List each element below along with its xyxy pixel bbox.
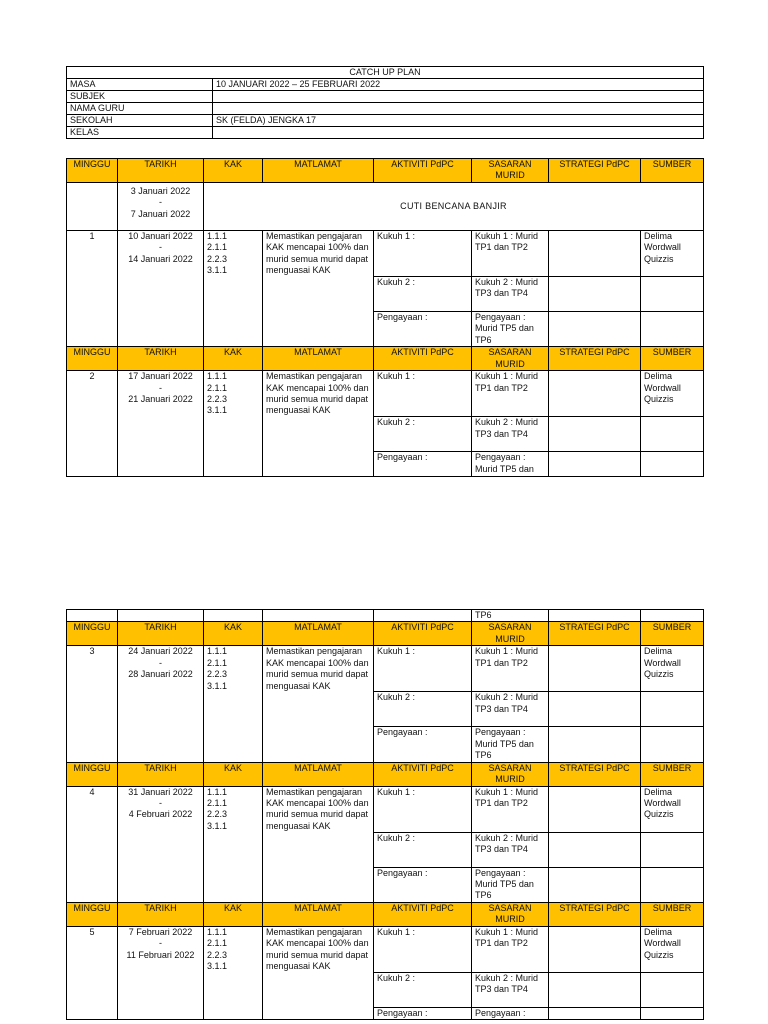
header-aktiviti: AKTIVITI PdPC [374, 159, 472, 183]
info-label: SUBJEK [67, 91, 213, 103]
header-row: MINGGU TARIKH KAK MATLAMAT AKTIVITI PdPC SASARAN MURID STRATEGI PdPC SUMBER [67, 347, 704, 371]
week-date: 7 Februari 2022 - 11 Februari 2022 [118, 926, 204, 1019]
aktiviti-kukuh1: Kukuh 1 : [374, 231, 472, 277]
header-matlamat: MATLAMAT [263, 159, 374, 183]
info-value [213, 91, 704, 103]
header-row [67, 159, 704, 183]
week-date: 31 Januari 2022 - 4 Februari 2022 [118, 786, 204, 902]
week-number: 3 [67, 646, 118, 762]
kak-list: 1.1.1 2.1.1 2.2.3 3.1.1 [204, 926, 263, 1019]
aktiviti-kukuh1: Kukuh 1 : [374, 371, 472, 417]
table-row: Kukuh 2 : Kukuh 2 : Murid TP3 dan TP4 [67, 417, 704, 452]
table-row-week-3: 3 24 Januari 2022 - 28 Januari 2022 1.1.1 2.1.1 2.2.3 3.1.1 Memastikan pengajaran KAK mencapai 100% dan murid semua murid dapat menguasai KAK Kukuh 1 : Kukuh 1 : Murid TP1 dan TP2 Delima Wordwall Quizzis [67, 646, 704, 692]
matlamat-text: Memastikan pengajaran KAK mencapai 100% dan murid semua murid dapat menguasai KAK [263, 371, 374, 477]
info-label: KELAS [67, 127, 213, 139]
info-value: SK (FELDA) JENGKA 17 [213, 115, 704, 127]
info-label: NAMA GURU [67, 103, 213, 115]
table-row: Pengayaan : Pengayaan : Murid TP5 dan TP6 [67, 867, 704, 902]
table-row: Kukuh 2 : Kukuh 2 : Murid TP3 dan TP4 [67, 692, 704, 727]
week-date: 17 Januari 2022 - 21 Januari 2022 [118, 371, 204, 477]
matlamat-text: Memastikan pengajaran KAK mencapai 100% dan murid semua murid dapat menguasai KAK [263, 231, 374, 347]
info-table [66, 66, 704, 139]
table-row: Pengayaan : Pengayaan : Murid TP5 dan [67, 452, 704, 477]
header-sasaran: SASARAN MURID [472, 159, 549, 183]
plan-table-continued [66, 609, 704, 1020]
table-row-week-2 [67, 371, 704, 417]
week-number: 5 [67, 926, 118, 1019]
table-row-week-4: 4 31 Januari 2022 - 4 Februari 2022 1.1.1 2.1.1 2.2.3 3.1.1 Memastikan pengajaran KAK mencapai 100% dan murid semua murid dapat menguasai KAK Kukuh 1 : Kukuh 1 : Murid TP1 dan TP2 Delima Wordwall Quizzis [67, 786, 704, 832]
sasaran-pengayaan: Pengayaan : Murid TP5 dan TP6 [472, 312, 549, 347]
kak-list: 1.1.1 2.1.1 2.2.3 3.1.1 [204, 231, 263, 347]
header-strategi: STRATEGI PdPC [549, 159, 641, 183]
sumber-list: Delima Wordwall Quizzis [641, 371, 704, 417]
header-minggu: MINGGU [67, 159, 118, 183]
header-row: MINGGU TARIKH KAK MATLAMAT AKTIVITI PdPC SASARAN MURID STRATEGI PdPC SUMBER [67, 622, 704, 646]
document-page-2 [0, 540, 768, 1024]
week-date: 10 Januari 2022 - 14 Januari 2022 [118, 231, 204, 347]
table-row-continued [67, 610, 704, 622]
sumber-list: Delima Wordwall Quizzis [641, 926, 704, 972]
week-date: 24 Januari 2022 - 28 Januari 2022 [118, 646, 204, 762]
info-value [213, 103, 704, 115]
matlamat-text: Memastikan pengajaran KAK mencapai 100% dan murid semua murid dapat menguasai KAK [263, 926, 374, 1019]
week-number: 1 [67, 231, 118, 347]
info-value: 10 JANUARI 2022 – 25 FEBRUARI 2022 [213, 79, 704, 91]
aktiviti-kukuh2: Kukuh 2 : [374, 277, 472, 312]
plan-title: CATCH UP PLAN [67, 67, 704, 79]
table-row-week-1 [67, 231, 704, 277]
header-tarikh: TARIKH [118, 159, 204, 183]
info-value [213, 127, 704, 139]
kak-list: 1.1.1 2.1.1 2.2.3 3.1.1 [204, 786, 263, 902]
info-label: SEKOLAH [67, 115, 213, 127]
info-label: MASA [67, 79, 213, 91]
sumber-list: Delima Wordwall Quizzis [641, 786, 704, 832]
plan-table [66, 158, 704, 477]
week-number: 2 [67, 371, 118, 477]
sumber-list: Delima Wordwall Quizzis [641, 646, 704, 692]
kak-list: 1.1.1 2.1.1 2.2.3 3.1.1 [204, 646, 263, 762]
sasaran-kukuh1: Kukuh 1 : Murid TP1 dan TP2 [472, 231, 549, 277]
table-row: Kukuh 2 : Kukuh 2 : Murid TP3 dan TP4 [67, 972, 704, 1007]
kak-list: 1.1.1 2.1.1 2.2.3 3.1.1 [204, 371, 263, 477]
aktiviti-pengayaan: Pengayaan : [374, 312, 472, 347]
table-row-week-5: 5 7 Februari 2022 - 11 Februari 2022 1.1.1 2.1.1 2.2.3 3.1.1 Memastikan pengajaran KAK mencapai 100% dan murid semua murid dapat menguasai KAK Kukuh 1 : Kukuh 1 : Murid TP1 dan TP2 Delima Wordwall Quizzis [67, 926, 704, 972]
cuti-date: 3 Januari 2022 - 7 Januari 2022 [118, 183, 204, 231]
sasaran-kukuh1: Kukuh 1 : Murid TP1 dan TP2 [472, 371, 549, 417]
week-number: 4 [67, 786, 118, 902]
cuti-text: CUTI BENCANA BANJIR [204, 183, 704, 231]
header-row: MINGGU TARIKH KAK MATLAMAT AKTIVITI PdPC SASARAN MURID STRATEGI PdPC SUMBER [67, 762, 704, 786]
page-gap [0, 520, 768, 540]
header-sumber: SUMBER [641, 159, 704, 183]
header-kak: KAK [204, 159, 263, 183]
table-row: Pengayaan : Pengayaan : Murid TP5 dan TP6 [67, 727, 704, 762]
cuti-row [67, 183, 704, 231]
sasaran-kukuh2: Kukuh 2 : Murid TP3 dan TP4 [472, 277, 549, 312]
sumber-list: Delima Wordwall Quizzis [641, 231, 704, 277]
sasaran-continued: TP6 [472, 610, 549, 622]
matlamat-text: Memastikan pengajaran KAK mencapai 100% dan murid semua murid dapat menguasai KAK [263, 646, 374, 762]
header-row: MINGGU TARIKH KAK MATLAMAT AKTIVITI PdPC SASARAN MURID STRATEGI PdPC SUMBER [67, 902, 704, 926]
table-row: Kukuh 2 : Kukuh 2 : Murid TP3 dan TP4 [67, 832, 704, 867]
matlamat-text: Memastikan pengajaran KAK mencapai 100% dan murid semua murid dapat menguasai KAK [263, 786, 374, 902]
table-row: Pengayaan : Pengayaan : [67, 1007, 704, 1019]
